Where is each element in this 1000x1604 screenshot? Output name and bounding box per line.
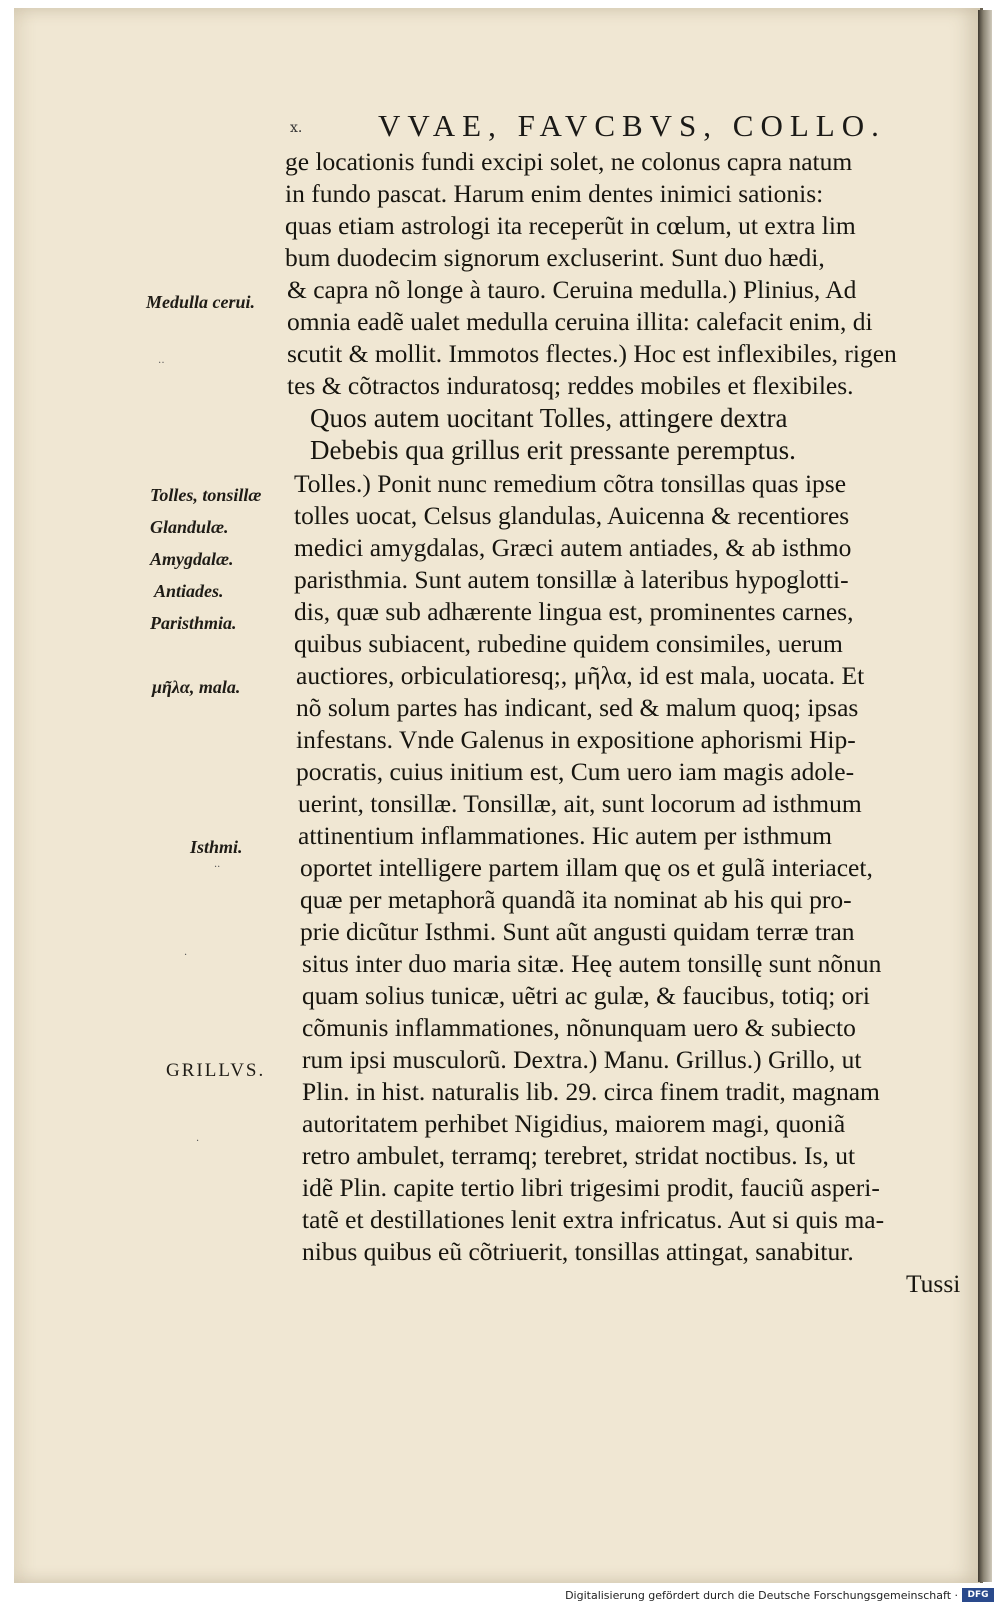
dfg-logo: DFG bbox=[962, 1588, 994, 1602]
ink-speck: ‥ bbox=[158, 355, 165, 366]
body-line: attinentium inflammationes. Hic autem per isthmum bbox=[298, 821, 832, 850]
body-line: medici amygdalas, Græci autem antiades, & ab isthmo bbox=[294, 533, 852, 562]
body-line: oportet intelligere partem illam quę os et gulã interiacet, bbox=[300, 853, 873, 882]
body-line: infestans. Vnde Galenus in expositione aphorismi Hip- bbox=[296, 725, 856, 754]
ink-speck: · bbox=[184, 950, 188, 961]
catchword: Tussi bbox=[906, 1269, 961, 1298]
body-line: tolles uocat, Celsus glandulas, Auicenna & recentiores bbox=[294, 501, 850, 530]
body-line: nõ solum partes has indicant, sed & malum quoq; ipsas bbox=[296, 693, 859, 722]
margin-note: Antiades. bbox=[154, 581, 224, 601]
header-mark: x. bbox=[290, 120, 303, 136]
body-line: quam solius tunicæ, uẽtri ac gulæ, & faucibus, totiq; ori bbox=[302, 981, 871, 1010]
margin-heading: GRILLVS. bbox=[166, 1060, 266, 1081]
running-title: VVAE, FAVCBVS, COLLO. bbox=[378, 108, 886, 143]
body-line: quæ per metaphorã quandã ita nominat ab his qui pro- bbox=[300, 885, 852, 914]
footer-credit: Digitalisierung gefördert durch die Deutsche Forschungsgemeinschaft · bbox=[565, 1589, 958, 1602]
body-line: tes & cõtractos induratosq; reddes mobiles et flexibiles. bbox=[287, 371, 854, 400]
margin-note: Tolles, tonsillæ bbox=[150, 485, 262, 505]
verse-line: Quos autem uocitant Tolles, attingere dextra bbox=[310, 403, 788, 433]
ink-speck: · bbox=[196, 1136, 200, 1147]
margin-note: μῆλα, mala. bbox=[152, 677, 241, 697]
body-line: uerint, tonsillæ. Tonsillæ, ait, sunt locorum ad isthmum bbox=[298, 789, 862, 818]
body-line: quas etiam astrologi ita receperũt in cœlum, ut extra lim bbox=[285, 211, 856, 240]
body-line: pocratis, cuius initium est, Cum uero iam magis adole- bbox=[296, 757, 855, 786]
body-line: in fundo pascat. Harum enim dentes inimici sationis: bbox=[285, 179, 824, 208]
body-line: Plin. in hist. naturalis lib. 29. circa finem tradit, magnam bbox=[302, 1077, 880, 1106]
body-line: paristhmia. Sunt autem tonsillæ à lateribus hypoglotti- bbox=[294, 565, 849, 594]
ink-speck: ·· bbox=[214, 862, 221, 873]
body-line: nibus quibus eũ cõtriuerit, tonsillas attingat, sanabitur. bbox=[302, 1237, 854, 1266]
verse-line: Debebis qua grillus erit pressante peremptus. bbox=[310, 435, 796, 465]
body-line: tatẽ et destillationes lenit extra infricatus. Aut si quis ma- bbox=[302, 1205, 885, 1234]
body-line: auctiores, orbiculatioresq;, μῆλα, id est mala, uocata. Et bbox=[296, 661, 865, 690]
body-line: bum duodecim signorum excluserint. Sunt duo hædi, bbox=[285, 243, 825, 272]
body-line: dis, quæ sub adhærente lingua est, prominentes carnes, bbox=[294, 597, 854, 626]
margin-note: Paristhmia. bbox=[150, 613, 237, 633]
margin-note: Medulla cerui. bbox=[146, 292, 256, 312]
body-line: & capra nõ longe à tauro. Ceruina medulla.) Plinius, Ad bbox=[287, 275, 857, 304]
margin-note: Amygdalæ. bbox=[150, 549, 234, 569]
body-line: rum ipsi musculorũ. Dextra.) Manu. Grillus.) Grillo, ut bbox=[302, 1045, 862, 1074]
margin-note: Isthmi. bbox=[190, 837, 243, 857]
body-line: idẽ Plin. capite tertio libri trigesimi prodit, fauciũ asperi- bbox=[302, 1173, 880, 1202]
body-line: autoritatem perhibet Nigidius, maiorem magi, quoniã bbox=[302, 1109, 846, 1138]
body-line: cõmunis inflammationes, nõnunquam uero & subiecto bbox=[302, 1013, 856, 1042]
body-line: ge locationis fundi excipi solet, ne colonus capra natum bbox=[285, 147, 853, 176]
body-line: Tolles.) Ponit nunc remedium cõtra tonsillas quas ipse bbox=[294, 469, 847, 498]
body-line: omnia eadẽ ualet medulla ceruina illita: calefacit enim, di bbox=[287, 307, 873, 336]
page-edge bbox=[978, 10, 992, 1582]
body-line: situs inter duo maria sitæ. Heę autem tonsillę sunt nõnun bbox=[302, 949, 882, 978]
body-line: retro ambulet, terramq; terebret, stridat noctibus. Is, ut bbox=[302, 1141, 856, 1170]
body-line: quibus subiacent, rubedine quidem consimiles, uerum bbox=[294, 629, 843, 658]
body-line: scutit & mollit. Immotos flectes.) Hoc est inflexibiles, rigen bbox=[287, 339, 897, 368]
body-line: prie dicũtur Isthmi. Sunt aũt angusti quidam terræ tran bbox=[300, 917, 855, 946]
margin-note: Glandulæ. bbox=[150, 517, 229, 537]
